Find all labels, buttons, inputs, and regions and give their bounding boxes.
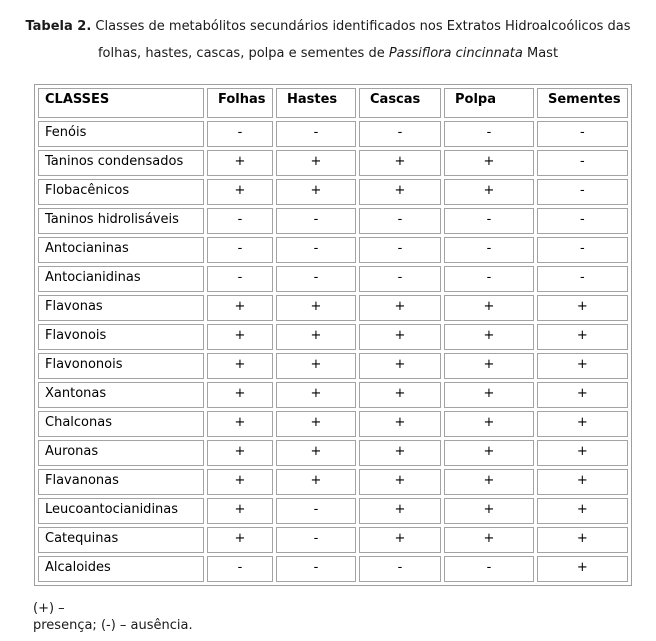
presence-cell: - <box>537 208 628 234</box>
table-row <box>38 498 628 524</box>
presence-cell: - <box>537 179 628 205</box>
presence-cell: + <box>276 411 356 437</box>
table-row <box>38 208 628 234</box>
presence-cell: + <box>537 324 628 350</box>
class-cell: Auronas <box>38 440 204 466</box>
presence-cell: + <box>537 382 628 408</box>
presence-cell: - <box>537 266 628 292</box>
presence-cell: - <box>359 237 441 263</box>
table-row <box>38 382 628 408</box>
column-header-classes: CLASSES <box>38 88 204 118</box>
presence-cell: + <box>444 382 534 408</box>
legend <box>33 600 656 634</box>
presence-cell: + <box>359 382 441 408</box>
metabolites-table <box>34 84 632 586</box>
presence-cell: + <box>444 324 534 350</box>
presence-cell: + <box>207 324 273 350</box>
presence-cell: - <box>444 121 534 147</box>
table-row <box>38 440 628 466</box>
legend-line-2: presença; (-) – ausência. <box>33 618 193 633</box>
presence-cell: + <box>444 150 534 176</box>
class-cell: Antocianinas <box>38 237 204 263</box>
presence-cell: - <box>359 266 441 292</box>
table-row <box>38 556 628 582</box>
class-cell: Leucoantocianidinas <box>38 498 204 524</box>
presence-cell: - <box>276 121 356 147</box>
class-cell: Alcaloides <box>38 556 204 582</box>
presence-cell: + <box>444 353 534 379</box>
presence-cell: + <box>276 150 356 176</box>
class-cell: Taninos condensados <box>38 150 204 176</box>
presence-cell: - <box>276 208 356 234</box>
table-row <box>38 237 628 263</box>
presence-cell: + <box>537 440 628 466</box>
class-cell: Fenóis <box>38 121 204 147</box>
presence-cell: - <box>276 266 356 292</box>
class-cell: Flavonas <box>38 295 204 321</box>
presence-cell: + <box>444 498 534 524</box>
table-body <box>38 121 628 582</box>
presence-cell: + <box>537 295 628 321</box>
presence-cell: - <box>359 556 441 582</box>
presence-cell: + <box>359 411 441 437</box>
presence-cell: + <box>537 411 628 437</box>
presence-cell: - <box>537 150 628 176</box>
caption-line-1 <box>0 13 656 40</box>
table-row <box>38 353 628 379</box>
table-row <box>38 150 628 176</box>
presence-cell: + <box>359 353 441 379</box>
presence-cell: - <box>444 556 534 582</box>
presence-cell: - <box>207 237 273 263</box>
presence-cell: + <box>207 469 273 495</box>
presence-cell: - <box>207 121 273 147</box>
presence-cell: + <box>359 527 441 553</box>
presence-cell: - <box>207 208 273 234</box>
presence-cell: + <box>207 295 273 321</box>
class-cell: Xantonas <box>38 382 204 408</box>
presence-cell: - <box>276 556 356 582</box>
species-name: Passiflora cincinnata <box>388 46 523 61</box>
presence-cell: + <box>276 353 356 379</box>
legend-line-1: (+) – <box>33 601 65 616</box>
caption-text-line2-end: Mast <box>522 46 559 61</box>
presence-cell: + <box>276 179 356 205</box>
presence-cell: + <box>359 498 441 524</box>
presence-cell: + <box>207 382 273 408</box>
class-cell: Taninos hidrolisáveis <box>38 208 204 234</box>
presence-cell: + <box>207 150 273 176</box>
presence-cell: + <box>444 527 534 553</box>
table-row <box>38 411 628 437</box>
presence-cell: + <box>359 295 441 321</box>
presence-cell: - <box>276 527 356 553</box>
presence-cell: + <box>276 324 356 350</box>
caption-text-line1: Classes de metabólitos secundários identificados nos Extratos Hidroalcoólicos das <box>91 19 631 34</box>
presence-cell: + <box>444 411 534 437</box>
presence-cell: + <box>207 527 273 553</box>
presence-cell: + <box>207 179 273 205</box>
presence-cell: + <box>276 469 356 495</box>
class-cell: Chalconas <box>38 411 204 437</box>
presence-cell: - <box>207 556 273 582</box>
caption-table-label: Tabela 2. <box>25 19 92 34</box>
table-row <box>38 469 628 495</box>
presence-cell: - <box>359 121 441 147</box>
presence-cell: + <box>207 353 273 379</box>
presence-cell: + <box>276 295 356 321</box>
table-row <box>38 121 628 147</box>
presence-cell: + <box>359 179 441 205</box>
column-header-cascas: Cascas <box>359 88 441 118</box>
presence-cell: + <box>359 469 441 495</box>
table-head <box>38 88 628 118</box>
header-row <box>38 88 628 118</box>
class-cell: Flavonois <box>38 324 204 350</box>
table-row <box>38 324 628 350</box>
column-header-folhas: Folhas <box>207 88 273 118</box>
presence-cell: + <box>276 440 356 466</box>
presence-cell: + <box>359 440 441 466</box>
class-cell: Catequinas <box>38 527 204 553</box>
presence-cell: + <box>537 353 628 379</box>
table-row <box>38 527 628 553</box>
presence-cell: + <box>276 382 356 408</box>
presence-cell: - <box>444 266 534 292</box>
presence-cell: - <box>276 498 356 524</box>
presence-cell: - <box>444 237 534 263</box>
table-row <box>38 295 628 321</box>
presence-cell: + <box>359 150 441 176</box>
presence-cell: + <box>207 411 273 437</box>
column-header-sementes: Sementes <box>537 88 628 118</box>
class-cell: Flobacênicos <box>38 179 204 205</box>
presence-cell: + <box>537 556 628 582</box>
presence-cell: - <box>444 208 534 234</box>
presence-cell: + <box>537 498 628 524</box>
table-caption <box>0 0 656 67</box>
caption-line-2 <box>0 40 656 67</box>
presence-cell: - <box>207 266 273 292</box>
presence-cell: + <box>207 498 273 524</box>
column-header-hastes: Hastes <box>276 88 356 118</box>
presence-cell: - <box>276 237 356 263</box>
presence-cell: + <box>537 527 628 553</box>
class-cell: Antocianidinas <box>38 266 204 292</box>
presence-cell: - <box>537 121 628 147</box>
presence-cell: + <box>444 469 534 495</box>
presence-cell: + <box>537 469 628 495</box>
caption-text-line2: folhas, hastes, cascas, polpa e sementes de <box>97 46 389 61</box>
presence-cell: + <box>207 440 273 466</box>
presence-cell: + <box>444 440 534 466</box>
column-header-polpa: Polpa <box>444 88 534 118</box>
presence-cell: + <box>359 324 441 350</box>
table-row <box>38 179 628 205</box>
presence-cell: - <box>359 208 441 234</box>
table-row <box>38 266 628 292</box>
class-cell: Flavanonas <box>38 469 204 495</box>
presence-cell: + <box>444 179 534 205</box>
presence-cell: - <box>537 237 628 263</box>
presence-cell: + <box>444 295 534 321</box>
class-cell: Flavononois <box>38 353 204 379</box>
